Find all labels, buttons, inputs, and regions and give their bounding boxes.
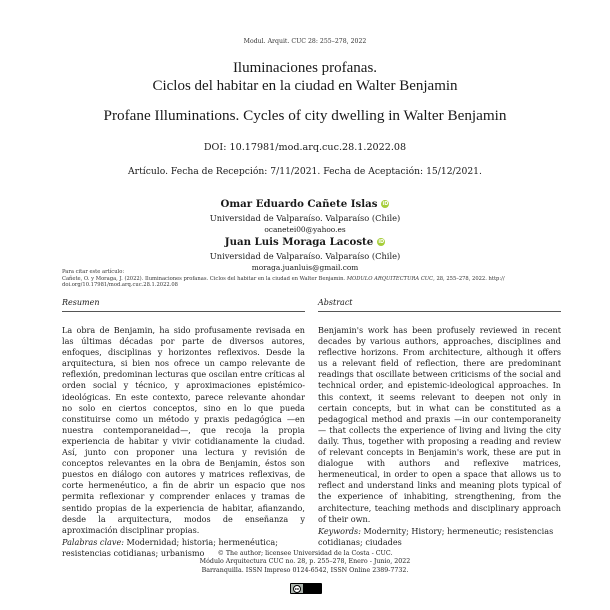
citation-tail: , 28, 255–278, 2022. http:// <box>433 275 505 282</box>
citation-journal: MODULO ARQUITECTURA CUC <box>346 275 434 282</box>
author-name-text: Omar Eduardo Cañete Islas <box>220 198 378 210</box>
cc-by-strip <box>303 584 321 593</box>
title-spanish-line-1: Iluminaciones profanas. <box>232 60 378 76</box>
author-affiliation: Universidad de Valparaíso. Valparaíso (Chile) <box>209 251 401 261</box>
author-email[interactable]: ocanetei00@yahoo.es <box>264 225 346 234</box>
running-head: Modul. Arquit. CUC 28: 255–278, 2022 <box>243 38 367 45</box>
abstract-column <box>318 298 561 548</box>
author-name <box>221 198 390 210</box>
orcid-icon[interactable]: iD <box>382 201 389 207</box>
title-spanish <box>0 59 610 95</box>
keywords-list: Modernity; History; hermeneutic; resistencias cotidianas; ciudades <box>318 525 554 547</box>
abstract-body: Benjamin's work has been profusely reviewed in recent decades by various authors, approaches, disciplines and reflective horizons. From architecture, although it offers us a relevant field of reflection, there are predominant readings that oscillate between criticisms of the social and technical order, and epistemic-ideological approaches. In this context, it seems relevant to deepen not only in certain concepts, but in what can be constituted as a pedagogical method and praxis —in our contemporaneity— that collects the experience of living and living the city daily. Thus, together with proposing a reading and review of relevant concepts in Benjamin's work, these are put in dialogue with authors and reflexive matrices, hermeneutical, in order to open a space that allows us to reflect and understand links and meaning plots typical of the experience of inhabiting, strengthening, from the architecture, teaching methods and disciplinary approach of their own. <box>318 325 561 524</box>
author-affiliation: Universidad de Valparaíso. Valparaíso (Chile) <box>209 213 401 223</box>
resumen-heading: Resumen <box>62 298 305 312</box>
doi: DOI: 10.17981/mod.arq.cuc.28.1.2022.08 <box>203 142 407 153</box>
title-english: Profane Illuminations. Cycles of city dwelling in Walter Benjamin <box>103 107 507 124</box>
citation-text <box>62 276 552 283</box>
footer <box>0 550 610 575</box>
abstract-keywords <box>318 526 561 548</box>
citation-main: Cañete, O. y Moraga, J. (2022). Iluminaciones profanas. Ciclos del habitar en la ciudad en Walter Benjamin. <box>62 275 347 282</box>
keywords-label: Palabras clave: <box>62 536 124 547</box>
resumen-column <box>62 298 305 559</box>
citation-block <box>62 269 552 289</box>
orcid-icon[interactable]: iD <box>378 239 385 245</box>
title-spanish-line-2: Ciclos del habitar en la ciudad en Walter Benjamin <box>152 78 458 94</box>
citation-doi-link[interactable]: doi.org/10.17981/mod.arq.cuc.28.1.2022.08 <box>62 282 178 289</box>
author-email[interactable]: moraga.juanluis@gmail.com <box>251 263 359 272</box>
footer-copyright: © The author; licensee Universidad de la Costa - CUC. <box>217 550 393 557</box>
author-2 <box>0 230 610 272</box>
author-name <box>225 236 386 248</box>
resumen-body: La obra de Benjamin, ha sido profusamente revisada en las últimas décadas por parte de diversos autores, enfoques, disciplinas y horizontes reflexivos. Desde la arquitectura, si bien nos ofrece un campo relevante de reflexión, predominan lecturas que oscilan entre críticas al orden social y técnico, y aproximaciones epistémico-ideológicas. En este contexto, parece relevante ahondar no solo en ciertos conceptos, sino en lo que pueda constituirse como un método y praxis pedagógica —en nuestra contemporaneidad—, que recoja la propia experiencia de habitar y vivir cotidianamente la ciudad. Así, junto con proponer una lectura y revisión de conceptos relevantes en la obra de Benjamin, éstos son puestos en diálogo con autores y matrices reflexivas, de corte hermenéutico, a fin de abrir un espacio que nos permita reflexionar y comprender enlaces y tramas de sentido propias de la experiencia de habitar, afianzando, desde la arquitectura, modos de enseñanza y aproximación disciplinar propias. <box>62 325 305 535</box>
abstract-heading: Abstract <box>318 298 561 312</box>
footer-journal-info: Módulo Arquitectura CUC no. 28, p. 255–278, Enero - Junio, 2022 <box>199 558 411 566</box>
article-dates: Artículo. Fecha de Recepción: 7/11/2021. Fecha de Aceptación: 15/12/2021. <box>128 166 482 177</box>
cc-logo-icon: cc <box>294 585 300 591</box>
citation-label: Para citar este artículo: <box>62 269 125 275</box>
author-1 <box>0 192 610 234</box>
creative-commons-license-icon[interactable] <box>290 583 322 594</box>
author-name-text: Juan Luis Moraga Lacoste <box>224 236 374 248</box>
footer-issn: Barranquilla. ISSN Impreso 0124-6542, ISSN Online 2389-7732. <box>201 566 409 574</box>
keywords-label: Keywords: <box>318 525 361 536</box>
keywords-list: Modernidad; historia; hermenéutica; resistencias cotidianas; urbanismo <box>62 536 278 558</box>
